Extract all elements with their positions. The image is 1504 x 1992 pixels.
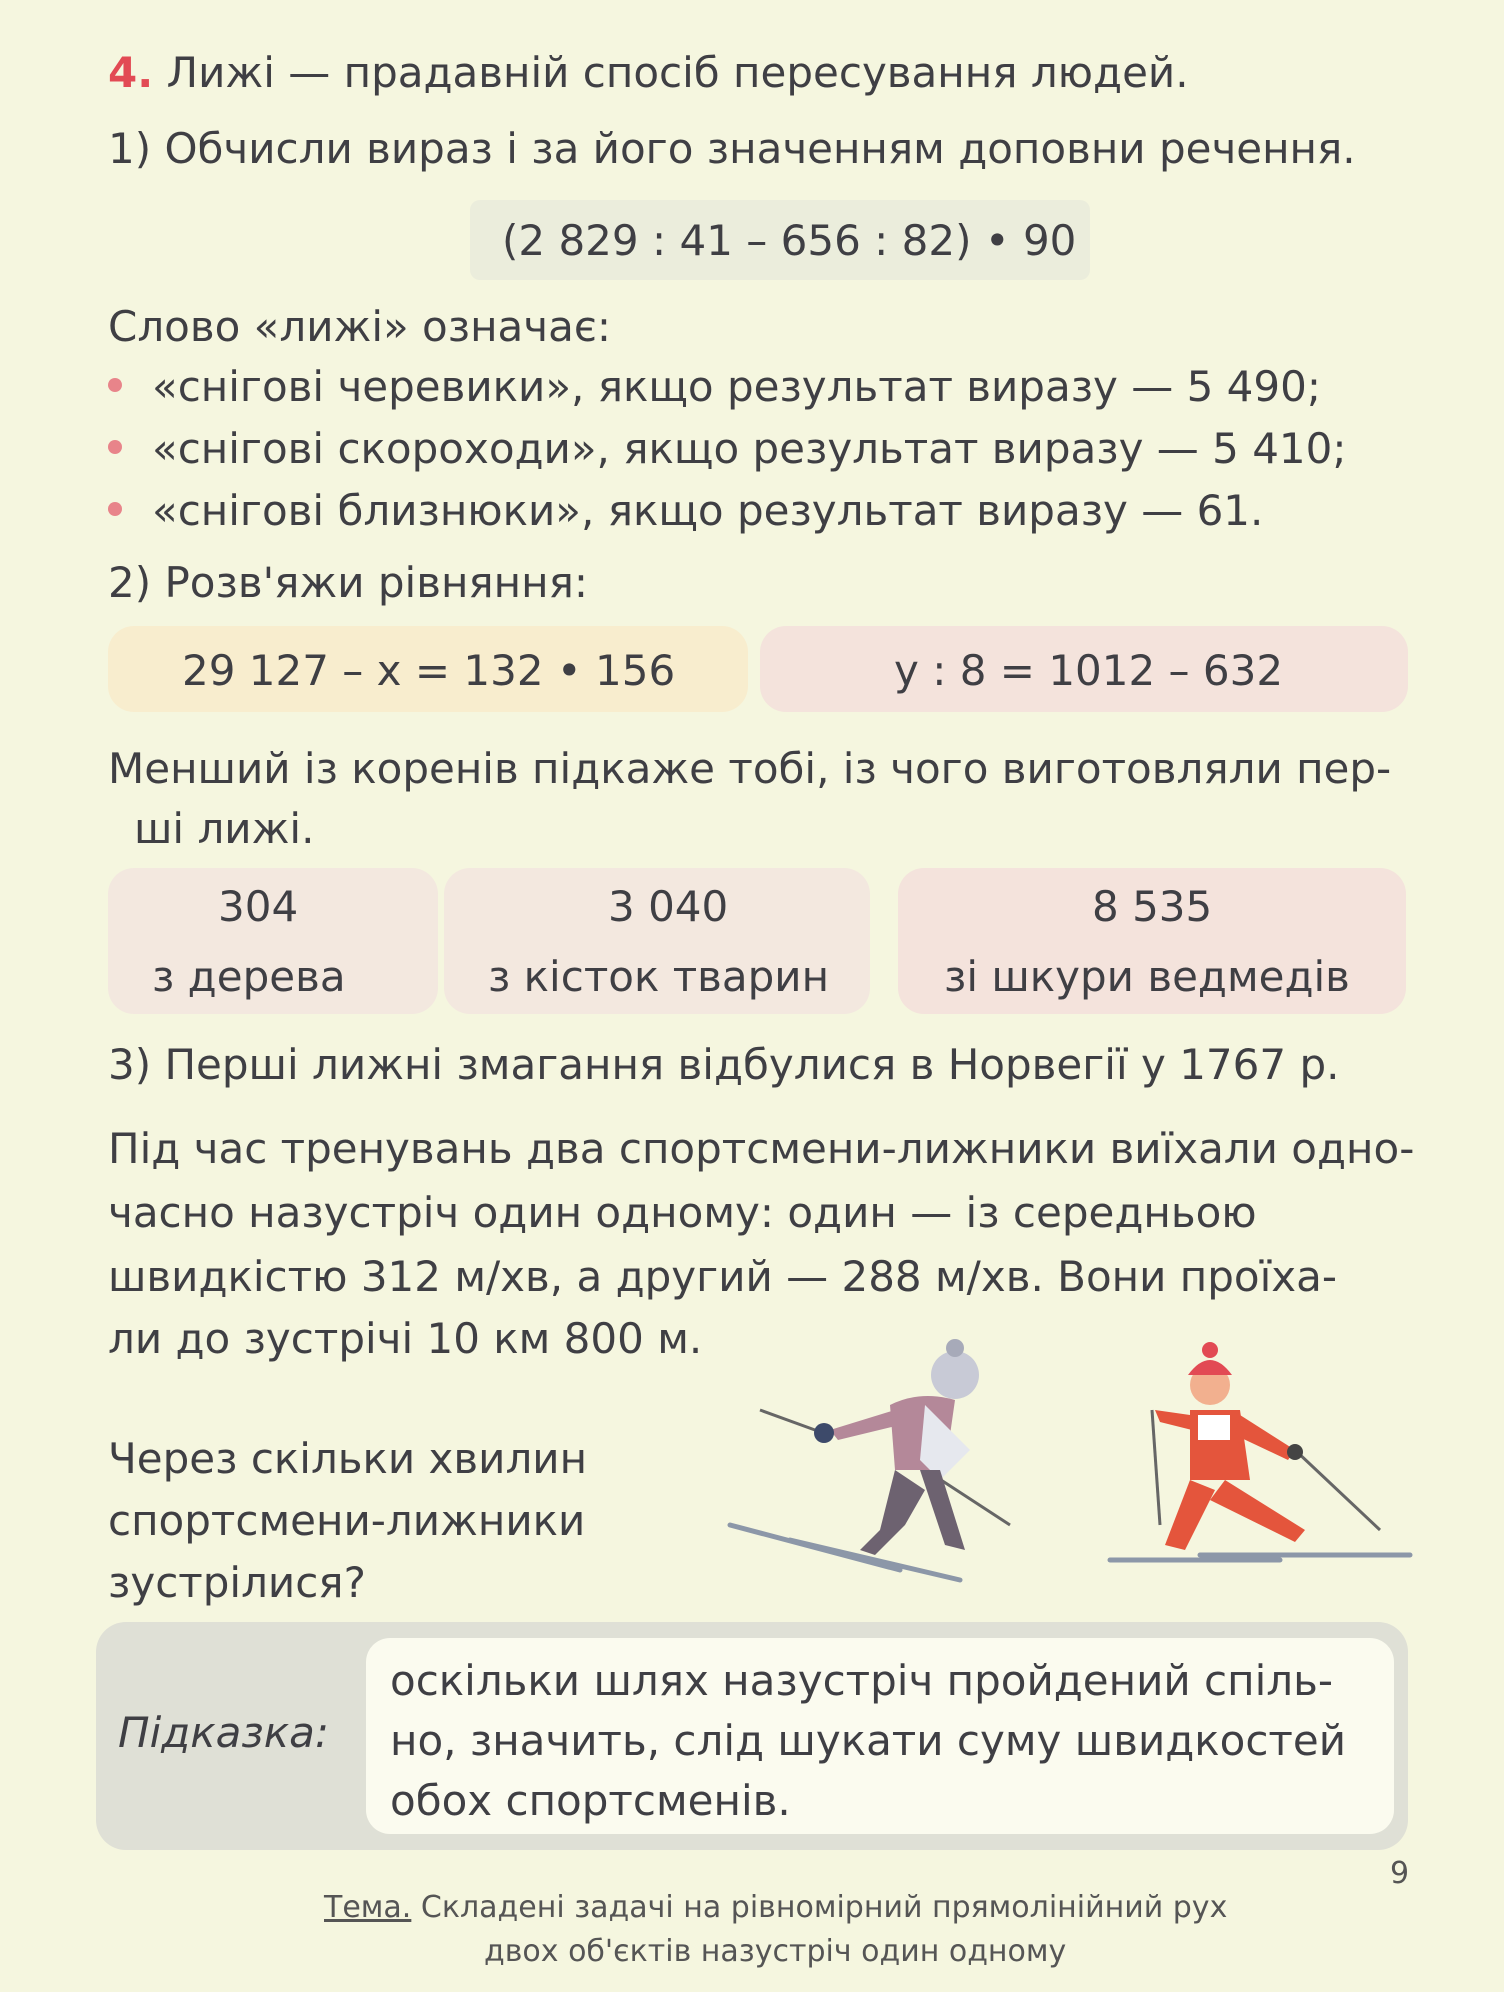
expression: (2 829 : 41 – 656 : 82) • 90 (502, 216, 1077, 265)
footer-topic-line2: двох об'єктів назустріч один одному (484, 1934, 1067, 1969)
problem-line-2: часно назустріч один одному: один — із середньою (108, 1188, 1257, 1237)
hint-line-2: но, значить, слід шукати суму швидкостей (390, 1716, 1347, 1765)
part2-hint-line1: Менший із коренів підкаже тобі, із чого виготовляли пер- (108, 744, 1392, 793)
option-1: «снігові черевики», якщо результат виразу — 5 490; (152, 362, 1321, 411)
choice-value-3: 8 535 (1092, 882, 1213, 931)
problem-line-1: Під час тренувань два спортсмени-лижники виїхали одно- (108, 1124, 1415, 1173)
task-heading (108, 48, 1189, 97)
task-title: Лижі — прадавній спосіб пересування людей. (166, 48, 1189, 97)
question-line-2: спортсмени-лижники (108, 1496, 586, 1545)
choice-label-2: з кісток тварин (488, 952, 830, 1001)
task-number: 4. (108, 48, 154, 97)
question-line-1: Через скільки хвилин (108, 1434, 588, 1483)
part2-hint-line2: ші лижі. (134, 804, 315, 853)
option-2: «снігові скороходи», якщо результат виразу — 5 410; (152, 424, 1347, 473)
part1-intro: Слово «лижі» означає: (108, 302, 612, 351)
choice-value-1: 304 (218, 882, 299, 931)
footer-topic-line1: Складені задачі на рівномірний прямолінійний рух (420, 1890, 1228, 1925)
problem-line-4: ли до зустрічі 10 км 800 м. (108, 1314, 703, 1363)
equation2: y : 8 = 1012 – 632 (894, 646, 1284, 695)
choice-label-1: з дерева (152, 952, 346, 1001)
skiers-illustration (720, 1330, 1420, 1600)
bullet-icon (108, 440, 122, 454)
hint-line-1: оскільки шлях назустріч пройдений спіль- (390, 1656, 1333, 1705)
hint-label: Підказка: (118, 1708, 329, 1757)
part1-instruction: 1) Обчисли вираз і за його значенням доповни речення. (108, 124, 1356, 173)
option-3: «снігові близнюки», якщо результат виразу — 61. (152, 486, 1264, 535)
choice-label-3: зі шкури ведмедів (944, 952, 1350, 1001)
skier-left-icon (730, 1339, 1010, 1580)
choice-value-2: 3 040 (608, 882, 729, 931)
equation1: 29 127 – x = 132 • 156 (182, 646, 676, 695)
footer-topic (324, 1890, 1227, 1925)
problem-line-3: швидкістю 312 м/хв, а другий — 288 м/хв. Вони проїха- (108, 1252, 1337, 1301)
question-line-3: зустрілися? (108, 1558, 366, 1607)
footer-topic-label: Тема. (324, 1890, 412, 1925)
page-number: 9 (1390, 1856, 1410, 1891)
bullet-icon (108, 502, 122, 516)
skier-right-icon (1110, 1342, 1410, 1560)
hint-line-3: обох спортсменів. (390, 1776, 791, 1825)
part2-instruction: 2) Розв'яжи рівняння: (108, 558, 589, 607)
bullet-icon (108, 378, 122, 392)
part3-fact: 3) Перші лижні змагання відбулися в Норвегії у 1767 р. (108, 1040, 1340, 1089)
